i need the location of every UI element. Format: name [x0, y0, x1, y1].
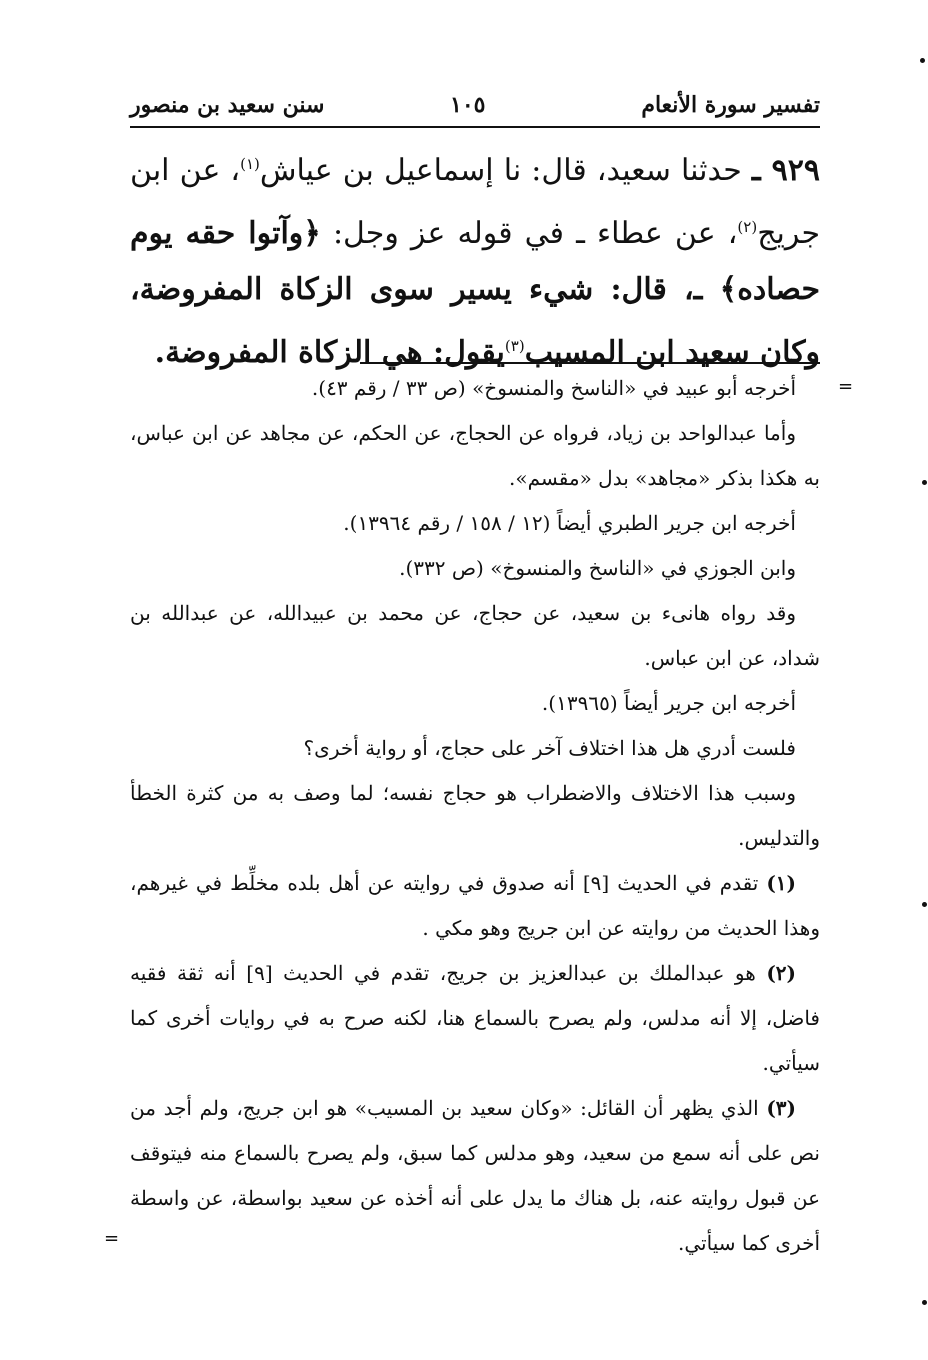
footnote-text: هو عبدالملك بن عبدالعزيز بن جريج، تقدم في الحديث [٩] أنه ثقة فقيه فاضل، إلا أنه مدلس، ولم يصرح بالسماع هنا، لكنه صرح به في روايات أخرى كما سيأتي.	[130, 961, 820, 1075]
margin-mark: =	[838, 376, 854, 397]
running-header	[130, 90, 820, 128]
scan-dot	[920, 58, 925, 63]
scan-dot	[922, 480, 927, 485]
hadith-bold-1: ﴿وآتوا حقه يوم حصاده﴾ ـ، قال: شيء يسير سوى الزكاة المفروضة، وكان سعيد ابن المسيب	[130, 216, 820, 370]
note-line: فلست أدري هل هذا اختلاف آخر على حجاج، أو رواية أخرى؟	[303, 736, 796, 760]
note-line: وقد رواه هانىء بن سعيد، عن حجاج، عن محمد بن عبيدالله، عن عبدالله بن شداد، عن ابن عباس.	[130, 601, 820, 670]
notes-section	[130, 366, 820, 1266]
hadith-text-part3: ، عن عطاء ـ في قوله عز وجل:	[320, 216, 738, 251]
note-line: أخرجه ابن جرير أيضاً (١٣٩٦٥).	[541, 691, 796, 715]
note-line: وسبب هذا الاختلاف والاضطراب هو حجاج نفسه؛ لما وصف به من كثرة الخطأ والتدليس.	[130, 781, 820, 850]
footnote-number: (٣)	[766, 1096, 796, 1120]
note-line: وأما عبدالواحد بن زياد، فرواه عن الحجاج، عن الحكم، عن مجاهد عن ابن عباس، به هكذا بذكر «مجاهد» بدل «مقسم».	[130, 421, 820, 490]
footnote-3	[130, 1086, 820, 1266]
footnote-ref-1: (١)	[240, 155, 260, 173]
hadith-text-part1: حدثنا سعيد، قال: نا إسماعيل بن عياش	[259, 153, 752, 188]
footnote-text: تقدم في الحديث [٩] أنه صدوق في روايته عن أهل بلده مخلِّط في غيرهم، وهذا الحديث من روايته عن ابن جريج وهو مكي .	[130, 871, 820, 940]
hadith-text	[130, 136, 820, 381]
footnote-2	[130, 951, 820, 1086]
scan-dot	[922, 1300, 927, 1305]
scan-dot	[922, 902, 927, 907]
footnote-1	[130, 861, 820, 951]
hadith-number: ٩٢٩ ـ	[751, 153, 821, 188]
footnote-ref-3: (٣)	[504, 337, 525, 355]
footnote-number: (١)	[766, 871, 796, 895]
margin-mark: =	[104, 1228, 120, 1249]
hadith-text-part2: ، عن ابن جريج	[130, 153, 820, 251]
footnote-number: (٢)	[766, 961, 796, 985]
note-line: أخرجه أبو عبيد في «الناسخ والمنسوخ» (ص ٣٣ / رقم ٤٣).	[311, 376, 796, 400]
page-number: ١٠٥	[450, 92, 486, 118]
book-page	[130, 78, 820, 1288]
surah-title: تفسير سورة الأنعام	[641, 92, 820, 118]
note-line: وابن الجوزي في «الناسخ والمنسوخ» (ص ٣٣٢).	[399, 556, 796, 580]
note-line: أخرجه ابن جرير الطبري أيضاً (١٢ / ١٥٨ / رقم ١٣٩٦٤).	[343, 511, 796, 535]
book-title: سنن سعيد بن منصور	[130, 92, 325, 118]
footnote-divider	[360, 362, 820, 364]
footnote-text: الذي يظهر أن القائل: «وكان سعيد بن المسيب» هو ابن جريج، ولم أجد من نص على أنه سمع من سعيد، وهو مدلس كما سبق، ولم يصرح بالسماع منه فيتوقف عن قبول روايته عنه، بل هناك ما يدل على أنه أخذه عن سعيد بواسطة، عن واسطة أخرى كما سيأتي.	[130, 1096, 820, 1255]
footnote-ref-2: (٢)	[737, 218, 758, 236]
hadith-bold-2: يقول: هي الزكاة المفروضة.	[154, 335, 505, 370]
